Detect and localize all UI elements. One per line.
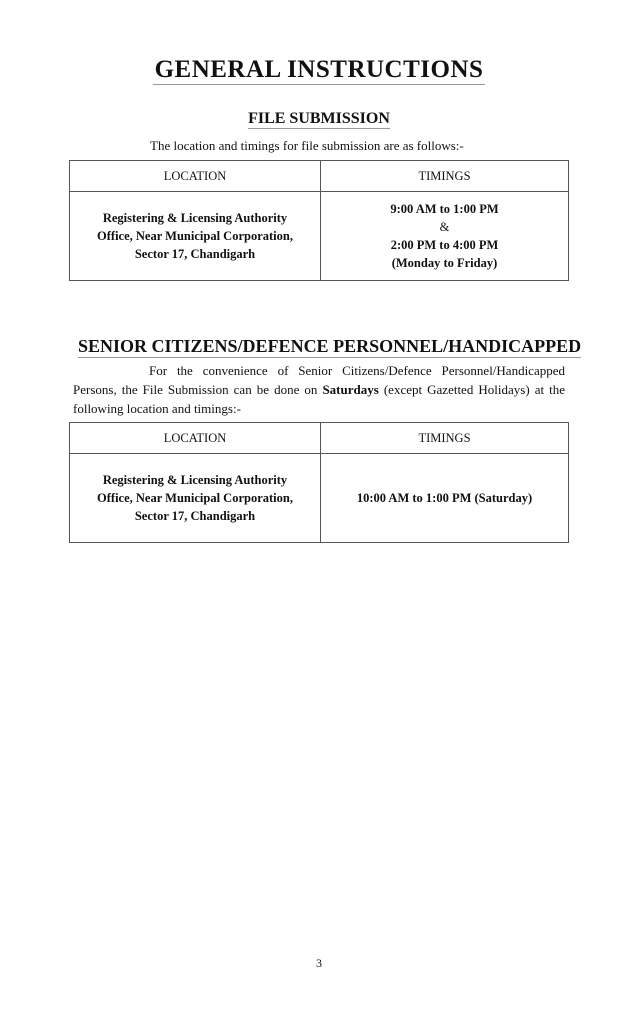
para-text-after: (except Gazetted Holidays) at the following location and timings:- [73,382,565,416]
location-line: Registering & Licensing Authority [102,473,288,487]
table-row [70,192,569,281]
file-submission-table [69,160,569,281]
file-submission-intro: The location and timings for file submission are as follows:- [150,138,464,153]
senior-citizens-paragraph [73,361,565,418]
table-header-row [70,423,569,454]
file-submission-heading-text: FILE SUBMISSION [248,110,390,127]
timing-line: 9:00 AM to 1:00 PM [390,202,499,216]
senior-citizens-heading [78,336,581,357]
location-line: Sector 17, Chandigarh [134,247,256,261]
timings-header: TIMINGS [321,423,569,454]
location-line: Sector 17, Chandigarh [134,509,256,523]
page-title [0,56,638,84]
para-text-bold: Saturdays [322,382,379,397]
location-line: Registering & Licensing Authority [102,211,288,225]
location-line: Office, Near Municipal Corporation, [97,229,293,243]
timing-line: (Monday to Friday) [391,256,498,270]
table-header-row [70,161,569,192]
para-text-before: For the convenience of Senior Citizens/Defence Personnel/Handicapped Persons, the File Submission can be done on [73,363,565,397]
timings-header: TIMINGS [321,161,569,192]
timing-line: 2:00 PM to 4:00 PM [390,238,499,252]
senior-citizens-heading-text: SENIOR CITIZENS/DEFENCE PERSONNEL/HANDICAPPED [78,336,582,356]
timing-line: & [439,220,450,234]
location-header: LOCATION [70,423,321,454]
table-row [70,454,569,543]
senior-citizens-table [69,422,569,543]
page-title-text: GENERAL INSTRUCTIONS [154,56,484,83]
timings-cell [321,192,569,281]
location-line: Office, Near Municipal Corporation, [97,491,293,505]
location-header: LOCATION [70,161,321,192]
page-number: 3 [316,956,322,970]
location-cell [70,454,321,543]
location-cell [70,192,321,281]
file-submission-heading [0,110,638,128]
timings-cell: 10:00 AM to 1:00 PM (Saturday) [321,454,569,543]
